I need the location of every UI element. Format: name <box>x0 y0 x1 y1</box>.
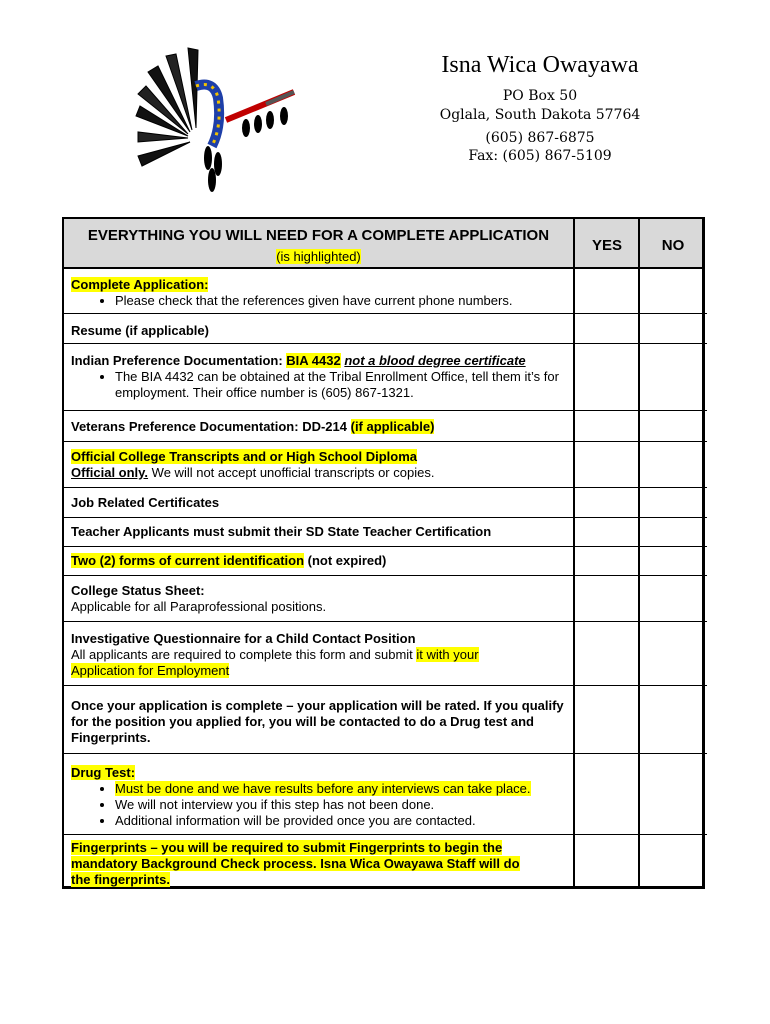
row-divider <box>64 313 573 314</box>
checklist-row-job-certificates: Job Related Certificates <box>71 495 220 510</box>
row-title: Complete Application: <box>71 277 209 292</box>
headdress-logo <box>126 46 306 194</box>
row-divider <box>573 487 707 488</box>
application-checklist-table <box>62 217 705 889</box>
no-column-header: NO <box>661 237 685 254</box>
checklist-row-veterans-preference: Veterans Preference Documentation: DD-214 (if applicable) <box>71 419 435 434</box>
checklist-row-application-rated: Once your application is complete – your application will be rated. If you qualify for the position you applied for, you will be contacted to do a Drug test and Fingerprints. <box>71 698 564 745</box>
checklist-row-investigative-questionnaire: Investigative Questionnaire for a Child Contact Position All applicants are required to complete this form and submit it with your Application for Employment <box>71 631 479 678</box>
organization-name: Isna Wica Owayawa <box>441 52 639 78</box>
row-divider <box>64 621 573 622</box>
row-divider <box>64 517 573 518</box>
row-divider <box>573 575 707 576</box>
bullet-item: • Must be done and we have results before any interviews can take place. <box>115 781 566 797</box>
checklist-row-fingerprints: Fingerprints – you will be required to submit Fingerprints to begin the mandatory Background Check process. Isna Wica Owayawa Staff will do the fingerprints. <box>71 840 520 887</box>
row-divider <box>64 546 573 547</box>
checklist-subtitle: (is highlighted) <box>276 249 361 264</box>
city-state: Oglala, South Dakota 57764 <box>439 107 641 123</box>
bullet-item: • Additional information will be provided once you are contacted. <box>115 813 566 829</box>
checklist-row-college-status: College Status Sheet: Applicable for all Paraprofessional positions. <box>71 583 327 614</box>
checklist-row-identification: Two (2) forms of current identification (not expired) <box>71 553 387 568</box>
checklist-row-drug-test: Drug Test: • Must be done and we have results before any interviews can take place. • We will not interview you if this step has not been done. • Additional information will be provided once you are contacted. <box>71 765 566 829</box>
row-divider <box>573 313 707 314</box>
checklist-title: EVERYTHING YOU WILL NEED FOR A COMPLETE APPLICATION <box>87 227 550 244</box>
bia-4432-highlight: BIA 4432 <box>286 353 341 368</box>
checklist-row-transcripts: Official College Transcripts and or High School Diploma Official only. We will not accept unofficial transcripts or copies. <box>71 449 435 480</box>
yes-column-header: YES <box>591 237 622 254</box>
row-divider <box>573 685 707 686</box>
row-divider <box>64 685 573 686</box>
row-divider <box>64 487 573 488</box>
row-divider <box>64 834 573 835</box>
column-divider <box>638 219 640 886</box>
bullet-item: • Please check that the references given have current phone numbers. <box>115 293 566 309</box>
fax-number: Fax: (605) 867-5109 <box>468 148 612 164</box>
row-divider <box>64 575 573 576</box>
phone-number: (605) 867-6875 <box>485 130 595 146</box>
checklist-row-indian-preference: Indian Preference Documentation: BIA 4432 not a blood degree certificate • The BIA 4432 can be obtained at the Tribal Enrollment Office, tell them it’s for employment. Their office number is (605) 867-1321. <box>71 353 566 401</box>
row-divider <box>573 410 707 411</box>
row-divider <box>573 753 707 754</box>
row-divider <box>64 343 573 344</box>
row-divider <box>573 441 707 442</box>
bullet-item: • The BIA 4432 can be obtained at the Tribal Enrollment Office, tell them it’s for employment. Their office number is (605) 867-1321. <box>115 369 566 401</box>
bullet-item: • We will not interview you if this step has not been done. <box>115 797 566 813</box>
row-divider <box>573 834 707 835</box>
row-divider <box>64 753 573 754</box>
row-divider <box>573 343 707 344</box>
row-divider <box>64 441 573 442</box>
row-divider <box>573 517 707 518</box>
row-divider <box>573 546 707 547</box>
checklist-row-teacher-certification: Teacher Applicants must submit their SD State Teacher Certification <box>71 524 492 539</box>
row-divider <box>573 621 707 622</box>
checklist-row-resume: Resume (if applicable) <box>71 323 209 338</box>
po-box: PO Box 50 <box>502 88 578 104</box>
checklist-row-complete-application <box>71 277 566 309</box>
row-divider <box>64 410 573 411</box>
column-divider <box>573 219 575 886</box>
